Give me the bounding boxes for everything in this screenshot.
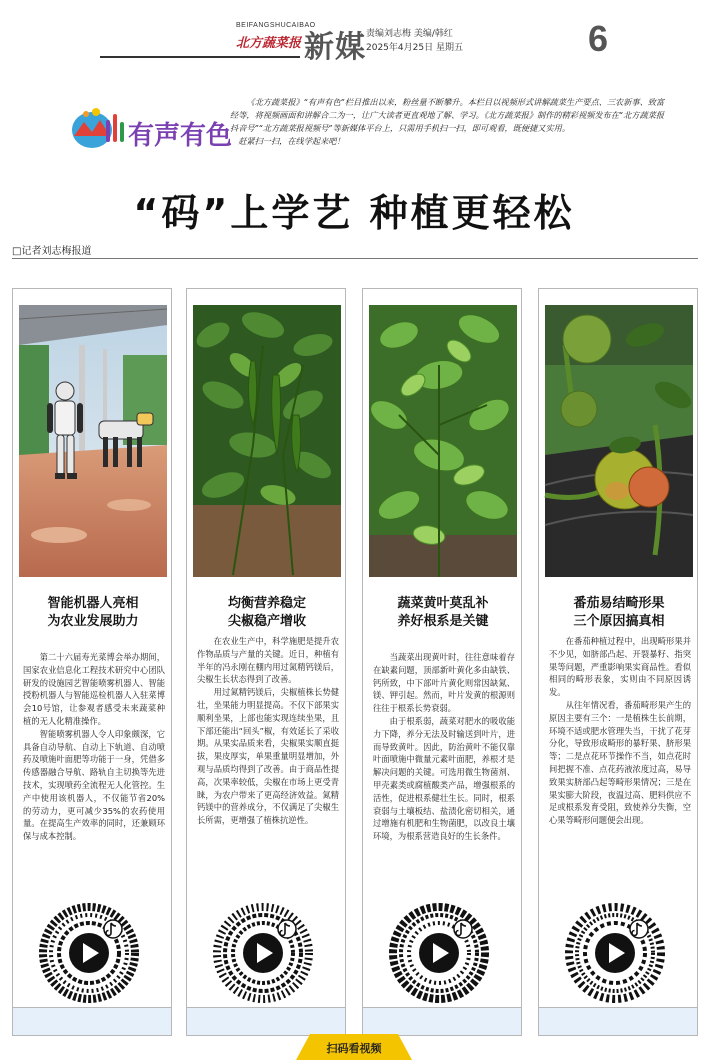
article-card-pepper xyxy=(186,288,346,1008)
douyin-qr-code[interactable] xyxy=(41,905,137,1001)
section-title: 新媒 xyxy=(304,30,366,65)
card-paragraph: 从往年情况看，番茄畸形果产生的原因主要有三个：一是植株生长前期，环境不适或肥水管理失当，干扰了花芽分化，导致形成畸形的暴籽果、脐形果等；二是点花环节操作不当，如点花时间把握不准、点花药液浓度过高，易导致果实脐部凸起等畸形果情况；三是在果实膨大阶段，夜温过高、肥料供应不足或根系发育受阻，致使养分失衡，空心果等畸形问题便会出现。 xyxy=(549,699,691,826)
card-paragraph: 在番茄种植过程中，出现畸形果并不少见，如脐部凸起、开裂暴籽、指突果等问题，严重影响果实商品性。看似相同的畸形表象，实则由不同原因诱发。 xyxy=(549,636,691,698)
vegetable-leaves-photo xyxy=(369,305,517,577)
card-body xyxy=(549,635,691,827)
card-foot xyxy=(538,1008,698,1036)
editor-credit: 责编刘志梅 美编/韩红 xyxy=(366,29,453,39)
column-logo-text: 有声有色 xyxy=(128,121,233,151)
card-paragraph: 当蔬菜出现黄叶时，往往意味着存在缺素问题，顶部新叶黄化多由缺铁、钙所致，中下部叶片黄化则常因缺氮、镁、钾引起。然而，叶片发黄的根源则往往于根系长势衰弱。 xyxy=(373,652,515,714)
paper-pinyin: BEIFANGSHUCAIBAO xyxy=(236,22,316,29)
card-title-line: 尖椒稳产增收 xyxy=(227,614,306,629)
card-body xyxy=(373,651,515,843)
card-title-line: 均衡营养稳定 xyxy=(227,596,306,611)
card-title-line: 智能机器人亮相 xyxy=(47,596,139,611)
byline: □记者刘志梅报道 xyxy=(12,246,92,257)
card-title-line: 为农业发展助力 xyxy=(47,614,139,629)
card-title xyxy=(367,595,519,631)
card-title xyxy=(543,595,695,631)
column-intro xyxy=(230,96,670,148)
article-card-leaves xyxy=(362,288,522,1008)
card-body xyxy=(197,635,339,827)
card-paragraph: 由于根系弱，蔬菜对肥水的吸收能力下降，养分无法及时输送到叶片，进而导致黄叶。因此，防治黄叶不能仅靠叶面喷施中微量元素叶面肥，养根才是解决问题的关键。可选用微生物菌剂、甲壳素类或腐植酸类产品，增强根系的活性，促进根系健壮生长。同时，根系衰弱与土壤板结、盐渍化密切相关，通过增施有机肥和生物菌肥，以改良土壤环境，为根系营造良好的生长条件。 xyxy=(373,715,515,842)
card-paragraph: 用过氮精钙镁后，尖椒植株长势健壮，坐果能力明显提高。不仅下部果实顺利坐果，上部也能实现连续坐果，且下部还能出“回头”椒，有效延长了采收期。从果实品质来看，尖椒果实顺直挺拔，果皮厚实，单果重量明显增加，外观与品质均得到了改善。由于商品性提高，次果率较低，尖椒在市场上更受青睐，为农户带来了更高经济效益。氮精钙镁中的营养成分，不仅满足了尖椒生长所需，更增强了植株抗逆性。 xyxy=(197,687,339,826)
article-card-tomato xyxy=(538,288,698,1008)
card-title-line: 养好根系是关键 xyxy=(397,614,489,629)
card-paragraph: 在农业生产中，科学施肥是提升农作物品质与产量的关键。近日，种植有半年的冯永刚在棚内用过氮精钙镁后，尖椒生长状态得到了改善。 xyxy=(197,636,339,685)
card-paragraph: 第二十六届寿光菜博会举办期间，国家农业信息化工程技术研究中心团队研发的设施园艺智能喷雾机器人、智能授粉机器人与智能巡检机器人入驻菜博会10号馆，让参观者感受未来蔬菜种植的无人化精准操作。 xyxy=(23,652,165,726)
card-foot xyxy=(186,1008,346,1036)
scan-banner-label: 扫码看视频 xyxy=(326,1042,382,1055)
douyin-qr-code[interactable] xyxy=(391,905,487,1001)
card-body xyxy=(23,651,165,843)
card-title-line: 蔬菜黄叶莫乱补 xyxy=(397,596,489,611)
card-title-line: 番茄易结畸形果 xyxy=(573,596,665,611)
paper-logo: 北方蔬菜报 xyxy=(236,36,302,51)
divider xyxy=(12,258,698,259)
issue-date: 2025年4月25日 星期五 xyxy=(366,43,463,53)
page-number: 6 xyxy=(588,18,609,59)
card-foot xyxy=(362,1008,522,1036)
article-card-robot xyxy=(12,288,172,1008)
masthead-rule xyxy=(100,56,300,58)
headline: “码”上学艺 种植更轻松 xyxy=(133,191,575,235)
column-logo xyxy=(66,100,233,160)
card-title xyxy=(191,595,343,631)
card-paragraph: 智能喷雾机器人令人印象颇深，它具备自动导航、自动上下轨道、自动喷药及喷施叶面肥等功能于一身，凭借多传感器融合导航、路轨自主切换等先进技术，实现喷药全流程无人化管控。生产中使用该机器人，不仅能节省20%的劳动力，更可减少35%的农药使用量。在提高生产效率的同时，还兼顾环保与成本控制。 xyxy=(23,728,165,842)
column-intro-end: 赶紧扫一扫，在线学起来吧！ xyxy=(238,136,345,146)
card-foot xyxy=(12,1008,172,1036)
masthead xyxy=(0,0,708,70)
pepper-plant-photo xyxy=(193,305,341,577)
douyin-qr-code[interactable] xyxy=(567,905,663,1001)
robot-greenhouse-photo xyxy=(19,305,167,577)
column-intro-text: 《北方蔬菜报》“有声有色”栏目推出以来，粉丝量不断攀升。本栏目以视频形式讲解蔬菜生产要点、三农新事、致富经等，将视频画面和讲解合二为一，让广大读者更直观地了解、学习。《北方蔬菜报》制作的精彩视频发布在“北方蔬菜报抖音号”“北方蔬菜报视频号”等新媒体平台上，只需用手机扫一扫，即可观看，既便捷又实用。 xyxy=(230,97,665,133)
douyin-qr-code[interactable] xyxy=(215,905,311,1001)
card-title-line: 三个原因搞真相 xyxy=(573,614,665,629)
card-title xyxy=(17,595,169,631)
tomato-photo xyxy=(545,305,693,577)
